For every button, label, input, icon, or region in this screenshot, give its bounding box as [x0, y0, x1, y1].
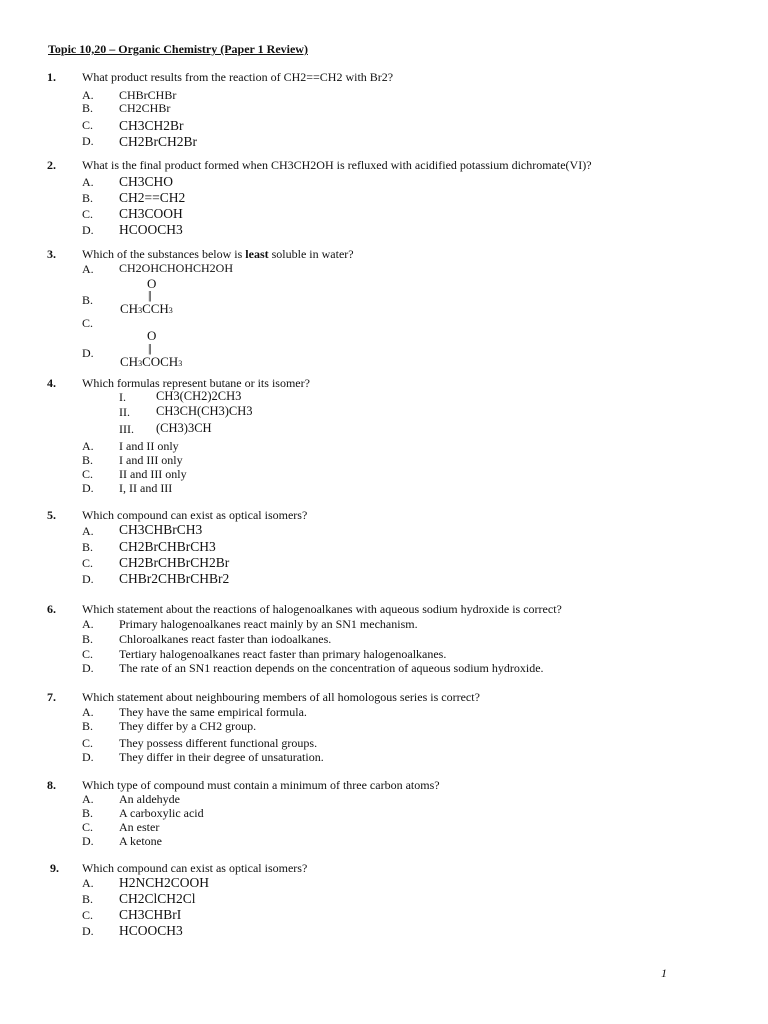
q6-option-d-letter: D.: [82, 661, 94, 675]
question-4-number: 4.: [47, 376, 56, 390]
question-5-text: Which compound can exist as optical isomers?: [82, 508, 308, 522]
q9-option-c-letter: C.: [82, 908, 94, 922]
q3-option-a-letter: A.: [82, 262, 94, 276]
q4-statement-3-number: III.: [119, 422, 134, 436]
question-3-number: 3.: [47, 247, 56, 261]
question-2-text: What is the final product formed when CH3CH2OH is refluxed with acidified potassium dichromate(VI)?: [82, 158, 592, 172]
q7-option-b-text: They differ by a CH2 group.: [119, 719, 257, 733]
question-9-number: 9.: [50, 861, 59, 875]
question-1-text: What product results from the reaction of CH2==CH2 with Br2?: [82, 70, 394, 84]
q4-statement-1-number: I.: [119, 390, 126, 404]
q1-option-d-letter: D.: [82, 134, 94, 148]
question-3-text: Which of the substances below is least soluble in water?: [82, 247, 354, 261]
q6-option-a-text: Primary halogenoalkanes react mainly by an SN1 mechanism.: [119, 617, 418, 631]
q2-option-b-letter: B.: [82, 191, 94, 205]
q1-option-a-letter: A.: [82, 88, 94, 102]
q7-option-b-letter: B.: [82, 719, 94, 733]
carbonyl-oxygen: O: [147, 328, 157, 343]
q4-option-c-letter: C.: [82, 467, 94, 481]
q4-option-a-letter: A.: [82, 439, 94, 453]
q6-option-c-letter: C.: [82, 647, 94, 661]
q1-option-c-text: CH3CH2Br: [119, 118, 184, 133]
double-bond: ||: [148, 341, 151, 355]
q6-option-b-text: Chloroalkanes react faster than iodoalkanes.: [119, 632, 332, 646]
q9-option-b-text: CH2ClCH2Cl: [119, 891, 196, 906]
page-number: 1: [661, 966, 667, 980]
question-6-number: 6.: [47, 602, 56, 616]
q5-option-d-text: CHBr2CHBrCHBr2: [119, 571, 230, 586]
q7-option-a-text: They have the same empirical formula.: [119, 705, 307, 719]
q7-option-d-text: They differ in their degree of unsaturation.: [119, 750, 324, 764]
q9-option-a-text: H2NCH2COOH: [119, 875, 210, 890]
question-7-text: Which statement about neighbouring members of all homologous series is correct?: [82, 690, 480, 704]
q9-option-a-letter: A.: [82, 876, 94, 890]
double-bond: ||: [148, 288, 151, 302]
q4-option-a-text: I and II only: [119, 439, 179, 453]
document-title: Topic 10,20 – Organic Chemistry (Paper 1 Review): [48, 42, 308, 56]
q8-option-d-letter: D.: [82, 834, 94, 848]
q1-option-b-text: CH2CHBr: [119, 101, 171, 115]
q3-option-b-letter: B.: [82, 293, 94, 307]
question-2-number: 2.: [47, 158, 56, 172]
q5-option-b-text: CH2BrCHBrCH3: [119, 539, 216, 554]
q8-option-c-letter: C.: [82, 820, 94, 834]
q1-option-c-letter: C.: [82, 118, 94, 132]
q5-option-a-letter: A.: [82, 524, 94, 538]
q6-option-a-letter: A.: [82, 617, 94, 631]
question-8-text: Which type of compound must contain a minimum of three carbon atoms?: [82, 778, 440, 792]
q4-option-b-letter: B.: [82, 453, 94, 467]
q8-option-a-text: An aldehyde: [119, 792, 180, 806]
question-4-text: Which formulas represent butane or its isomer?: [82, 376, 310, 390]
q4-statement-3-text: (CH3)3CH: [156, 421, 212, 435]
q1-option-d-text: CH2BrCH2Br: [119, 134, 198, 149]
question-7-number: 7.: [47, 690, 56, 704]
q3-option-d-formula: CH3COCH3: [120, 354, 183, 369]
q5-option-c-letter: C.: [82, 556, 94, 570]
q3-option-c-letter: C.: [82, 316, 94, 330]
question-9-text: Which compound can exist as optical isomers?: [82, 861, 308, 875]
q2-option-d-text: HCOOCH3: [119, 222, 183, 237]
q8-option-c-text: An ester: [119, 820, 160, 834]
q3-option-a-text: CH2OHCHOHCH2OH: [119, 261, 234, 275]
q2-option-b-text: CH2==CH2: [119, 190, 186, 205]
q2-option-a-letter: A.: [82, 175, 94, 189]
q3-option-d-letter: D.: [82, 346, 94, 360]
q5-option-a-text: CH3CHBrCH3: [119, 522, 203, 537]
q6-option-c-text: Tertiary halogenoalkanes react faster than primary halogenoalkanes.: [119, 647, 447, 661]
q9-option-b-letter: B.: [82, 892, 94, 906]
q7-option-d-letter: D.: [82, 750, 94, 764]
q5-option-b-letter: B.: [82, 540, 94, 554]
q5-option-c-text: CH2BrCHBrCH2Br: [119, 555, 230, 570]
q7-option-c-text: They possess different functional groups.: [119, 736, 318, 750]
q5-option-d-letter: D.: [82, 572, 94, 586]
q7-option-a-letter: A.: [82, 705, 94, 719]
q8-option-a-letter: A.: [82, 792, 94, 806]
q4-option-d-letter: D.: [82, 481, 94, 495]
q7-option-c-letter: C.: [82, 736, 94, 750]
q2-option-c-text: CH3COOH: [119, 206, 183, 221]
question-5-number: 5.: [47, 508, 56, 522]
q4-statement-1-text: CH3(CH2)2CH3: [156, 389, 242, 403]
question-1-number: 1.: [47, 70, 56, 84]
q1-option-b-letter: B.: [82, 101, 94, 115]
q4-option-d-text: I, II and III: [119, 481, 173, 495]
q2-option-a-text: CH3CHO: [119, 174, 174, 189]
q8-option-b-text: A carboxylic acid: [119, 806, 204, 820]
question-6-text: Which statement about the reactions of halogenoalkanes with aqueous sodium hydroxide is correct?: [82, 602, 562, 616]
q6-option-d-text: The rate of an SN1 reaction depends on the concentration of aqueous sodium hydroxide.: [119, 661, 544, 675]
carbonyl-oxygen: O: [147, 276, 157, 291]
q9-option-c-text: CH3CHBrI: [119, 907, 182, 922]
q4-statement-2-number: II.: [119, 405, 130, 419]
q3-option-b-formula: CH3CCH3: [120, 301, 173, 316]
q4-option-b-text: I and III only: [119, 453, 183, 467]
q8-option-d-text: A ketone: [119, 834, 162, 848]
q2-option-d-letter: D.: [82, 223, 94, 237]
q4-statement-2-text: CH3CH(CH3)CH3: [156, 404, 253, 418]
q9-option-d-letter: D.: [82, 924, 94, 938]
q4-option-c-text: II and III only: [119, 467, 187, 481]
q9-option-d-text: HCOOCH3: [119, 923, 183, 938]
q2-option-c-letter: C.: [82, 207, 94, 221]
q8-option-b-letter: B.: [82, 806, 94, 820]
q6-option-b-letter: B.: [82, 632, 94, 646]
q1-option-a-text: CHBrCHBr: [119, 88, 177, 102]
question-8-number: 8.: [47, 778, 56, 792]
